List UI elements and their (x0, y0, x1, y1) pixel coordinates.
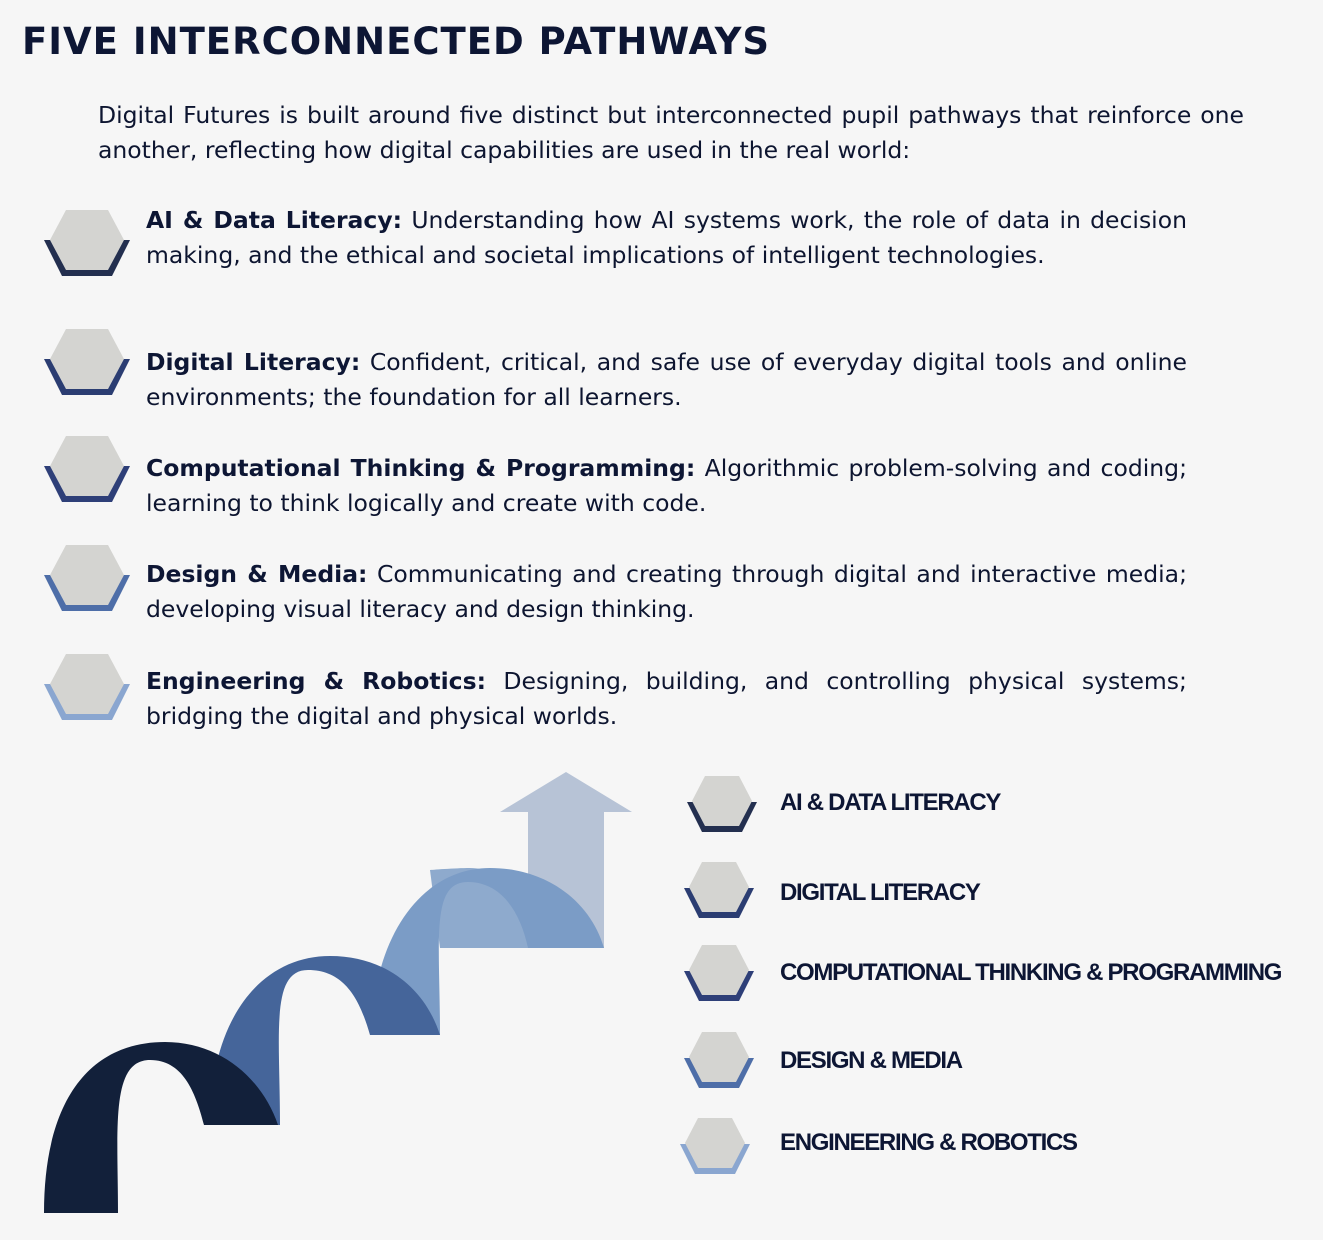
pathway-title: Design & Media: (146, 560, 368, 588)
hexagon-icon (44, 436, 130, 502)
hexagon-icon (684, 945, 754, 1001)
hexagon-icon (44, 210, 130, 276)
intro-paragraph: Digital Futures is built around five distinct but interconnected pupil pathways that reinforce one another, reflecting how digital capabilities are used in the real world: (98, 101, 1244, 164)
pathway-description: Confident, critical, and safe use of everyday digital tools and online environments; the foundation for all learners. (146, 348, 1187, 411)
page-title: FIVE INTERCONNECTED PATHWAYS (22, 20, 771, 63)
hexagon-icon (44, 654, 130, 720)
pathway-title: AI & Data Literacy: (146, 206, 403, 234)
pathway-title: Engineering & Robotics: (146, 667, 486, 695)
hexagon-icon (684, 1032, 754, 1088)
hexagon-icon (44, 545, 130, 611)
hexagon-icon (684, 862, 754, 918)
pathway-description: Understanding how AI systems work, the role of data in decision making, and the ethical and societal implications of intelligent technologies. (146, 206, 1187, 269)
pathway-description: Algorithmic problem-solving and coding; learning to think logically and create with code. (146, 454, 1188, 517)
pathway-description: Communicating and creating through digital and interactive media; developing visual literacy and design thinking. (146, 560, 1187, 623)
pathway-description: Designing, building, and controlling physical systems; bridging the digital and physical worlds. (146, 667, 1187, 730)
hexagon-icon (680, 1118, 750, 1174)
hexagon-icon (687, 776, 757, 832)
legend-label: COMPUTATIONAL THINKING & PROGRAMMING (780, 959, 1282, 986)
legend-label: ENGINEERING & ROBOTICS (780, 1129, 1077, 1156)
stepping-arches-graphic (0, 760, 660, 1230)
hexagon-icon (44, 329, 130, 395)
legend-label: DIGITAL LITERACY (780, 879, 980, 906)
legend-label: DESIGN & MEDIA (780, 1047, 962, 1074)
pathway-title: Computational Thinking & Programming: (146, 454, 696, 482)
legend-label: AI & DATA LITERACY (780, 789, 1001, 816)
pathway-title: Digital Literacy: (146, 348, 361, 376)
